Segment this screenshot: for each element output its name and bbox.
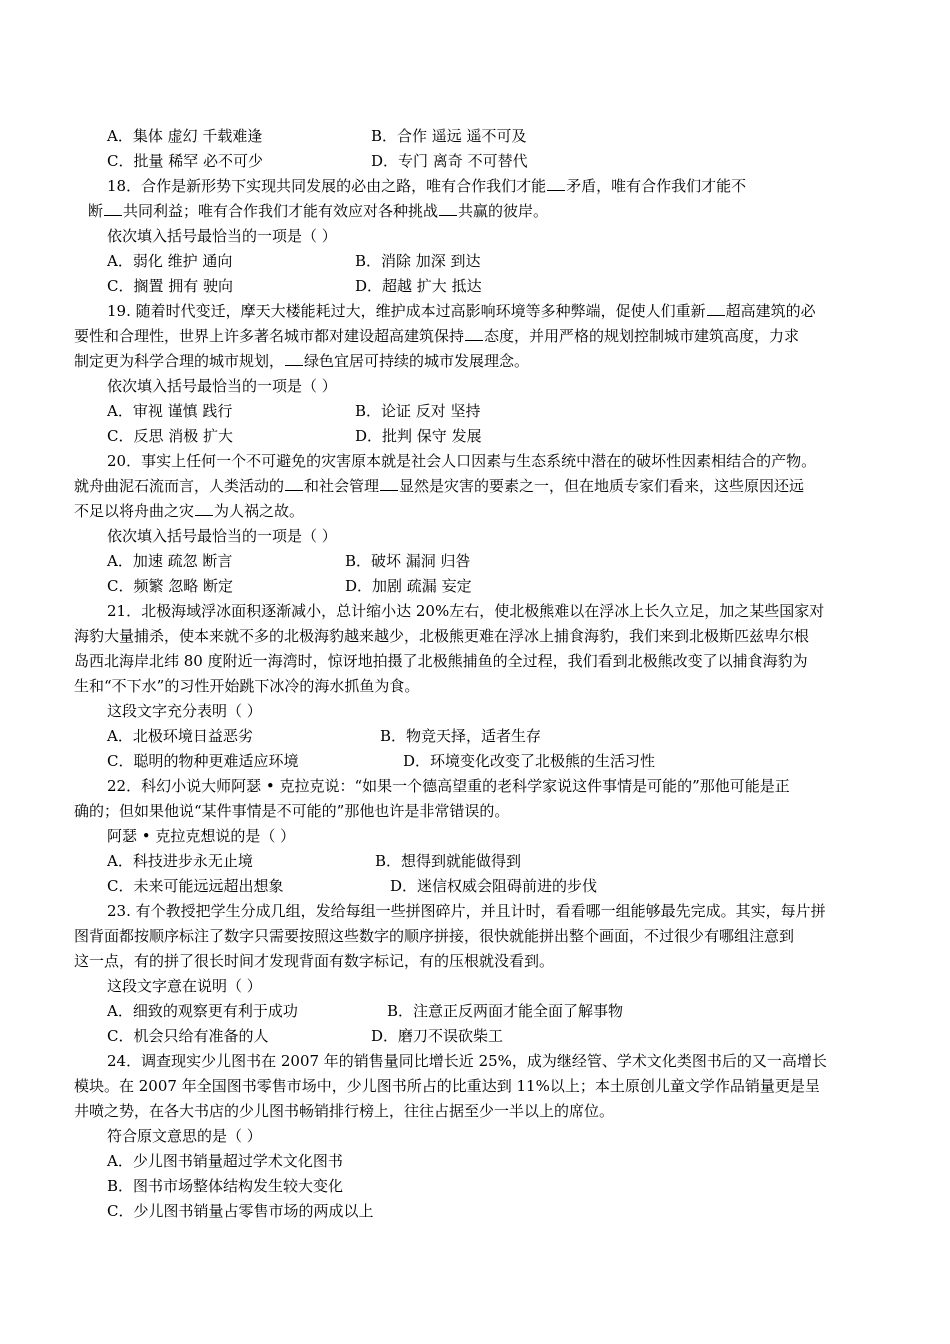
q19-stem-line3 [74, 351, 529, 371]
q23-stem-line3: 这一点，有的拼了很长时间才发现背面有数字标记，有的压根就没看到。 [74, 952, 555, 970]
q17-option-d: D．专门 离奇 不可替代 [371, 152, 528, 170]
q22-stem-line1: 22．科幻小说大师阿瑟 • 克拉克说：“如果一个德高望重的老科学家说这件事情是可能的”那他可能是正 [107, 777, 790, 795]
q22-stem-line2: 确的；但如果他说“某件事情是不可能的”那他也许是非常错误的。 [74, 802, 510, 820]
q20-prompt: 依次填入括号最恰当的一项是（ ） [107, 527, 337, 545]
q24-stem-line2: 模块。在 2007 年全国图书零售市场中，少儿图书所占的比重达到 11%以上；本土原创儿童文学作品销量更是呈 [74, 1077, 820, 1095]
q22-option-b: B．想得到就能做得到 [375, 852, 522, 870]
q23-option-c: C．机会只给有准备的人 [107, 1027, 269, 1045]
q20-option-c: C．频繁 忽略 断定 [107, 577, 234, 595]
q20-text: 和社会管理 [304, 477, 380, 495]
fill-blank [285, 476, 303, 491]
q18-text-5: 共赢的彼岸。 [458, 202, 549, 220]
q17-option-a: A．集体 虚幻 千载难逢 [107, 127, 263, 145]
q18-option-b: B．消除 加深 到达 [355, 252, 481, 270]
q18-stem-line1 [107, 176, 746, 196]
q23-stem-line2: 图背面都按顺序标注了数字只需要按照这些数字的顺序拼接，很快就能拼出整个画面，不过很少有哪组注意到 [74, 927, 795, 945]
fill-blank [439, 201, 457, 216]
q20-text: 显然是灾害的要素之一，但在地质专家们看来，这些原因还远 [399, 477, 805, 495]
q19-text: 超高建筑的必 [725, 302, 816, 320]
fill-blank [104, 201, 122, 216]
q23-option-d: D．磨刀不误砍柴工 [371, 1027, 504, 1045]
q18-option-d: D．超越 扩大 抵达 [355, 277, 482, 295]
q21-option-b: B．物竞天择，适者生存 [380, 727, 542, 745]
q21-stem-line2: 海豹大量捕杀，使本来就不多的北极海豹越来越少，北极熊更难在浮冰上捕食海豹，我们来到北极斯匹兹卑尔根 [74, 627, 810, 645]
q18-option-c: C．搁置 拥有 驶向 [107, 277, 234, 295]
q24-prompt: 符合原文意思的是（ ） [107, 1127, 262, 1145]
fill-blank [285, 351, 303, 366]
q19-stem-line2 [74, 326, 799, 346]
q21-stem-line4: 生和“不下水”的习性开始跳下冰冷的海水抓鱼为食。 [74, 677, 420, 695]
q23-option-a: A．细致的观察更有利于成功 [107, 1002, 298, 1020]
q19-text: 制定更为科学合理的城市规划， [74, 352, 285, 370]
q20-option-d: D．加剧 疏漏 妄定 [345, 577, 472, 595]
fill-blank [547, 176, 565, 191]
q20-stem-line2 [74, 476, 804, 496]
q24-option-a: A．少儿图书销量超过学术文化图书 [107, 1152, 343, 1170]
q19-text: 绿色宜居可持续的城市发展理念。 [304, 352, 530, 370]
q20-option-b: B．破坏 漏洞 归咎 [345, 552, 471, 570]
q23-prompt: 这段文字意在说明（ ） [107, 977, 262, 995]
q21-prompt: 这段文字充分表明（ ） [107, 702, 262, 720]
q21-stem-line3: 岛西北海岸北纬 80 度附近一海湾时，惊讶地拍摄了北极熊捕鱼的全过程，我们看到北极熊改变了以捕食海豹为 [74, 652, 808, 670]
q24-option-b: B．图书市场整体结构发生较大变化 [107, 1177, 344, 1195]
fill-blank [465, 326, 483, 341]
fill-blank [707, 301, 725, 316]
q18-text-1: 18．合作是新形势下实现共同发展的必由之路，唯有合作我们才能 [107, 177, 547, 195]
q17-option-c: C．批量 稀罕 必不可少 [107, 152, 264, 170]
q19-prompt: 依次填入括号最恰当的一项是（ ） [107, 377, 337, 395]
q24-stem-line3: 井喷之势，在各大书店的少儿图书畅销排行榜上，往往占据至少一半以上的席位。 [74, 1102, 615, 1120]
q19-option-b: B．论证 反对 坚持 [355, 402, 481, 420]
q18-text-2: 矛盾，唯有合作我们才能不 [566, 177, 747, 195]
q22-option-c: C．未来可能远远超出想象 [107, 877, 284, 895]
q18-stem-line2 [88, 201, 548, 221]
fill-blank [380, 476, 398, 491]
q19-option-c: C．反思 消极 扩大 [107, 427, 234, 445]
fill-blank [195, 501, 213, 516]
q20-text: 为人祸之故。 [214, 502, 305, 520]
q18-prompt: 依次填入括号最恰当的一项是（ ） [107, 227, 337, 245]
q19-option-a: A．审视 谨慎 践行 [107, 402, 233, 420]
q21-stem-line1: 21．北极海域浮冰面积逐渐减小，总计缩小达 20%左右，使北极熊难以在浮冰上长久立足，加之某些国家对 [107, 602, 825, 620]
q22-option-d: D．迷信权威会阻碍前进的步伐 [390, 877, 598, 895]
q19-text: 态度，并用严格的规划控制城市建筑高度，力求 [484, 327, 800, 345]
q22-prompt: 阿瑟 • 克拉克想说的是（ ） [107, 827, 296, 845]
q17-option-b: B．合作 遥远 遥不可及 [371, 127, 527, 145]
q21-option-a: A．北极环境日益恶劣 [107, 727, 253, 745]
q20-stem-line3 [74, 501, 304, 521]
q23-option-b: B．注意正反两面才能全面了解事物 [387, 1002, 624, 1020]
q21-option-d: D．环境变化改变了北极熊的生活习性 [403, 752, 656, 770]
q20-text: 就舟曲泥石流而言，人类活动的 [74, 477, 285, 495]
q19-stem-line1 [107, 301, 816, 321]
q24-stem-line1: 24．调查现实少儿图书在 2007 年的销售量同比增长近 25%，成为继经管、学术文化类图书后的又一高增长 [107, 1052, 827, 1070]
q19-option-d: D．批判 保守 发展 [355, 427, 482, 445]
q23-stem-line1: 23. 有个教授把学生分成几组，发给每组一些拼图碎片，并且计时，看看哪一组能够最先完成。其实，每片拼 [107, 902, 826, 920]
q19-text: 要性和合理性，世界上许多著名城市都对建设超高建筑保持 [74, 327, 465, 345]
q21-option-c: C．聪明的物种更难适应环境 [107, 752, 299, 770]
q20-text: 不足以将舟曲之灾 [74, 502, 195, 520]
q19-text: 19. 随着时代变迁，摩天大楼能耗过大，维护成本过高影响环境等多种弊端，促使人们重新 [107, 302, 706, 320]
q18-text-3: 断 [88, 202, 104, 220]
q22-option-a: A．科技进步永无止境 [107, 852, 253, 870]
q24-option-c: C．少儿图书销量占零售市场的两成以上 [107, 1202, 374, 1220]
q18-option-a: A．弱化 维护 通向 [107, 252, 233, 270]
q20-option-a: A．加速 疏忽 断言 [107, 552, 233, 570]
q20-stem-line1: 20．事实上任何一个不可避免的灾害原本就是社会人口因素与生态系统中潜在的破坏性因素相结合的产物。 [107, 452, 817, 470]
q18-text-4: 共同利益；唯有合作我们才能有效应对各种挑战 [123, 202, 439, 220]
